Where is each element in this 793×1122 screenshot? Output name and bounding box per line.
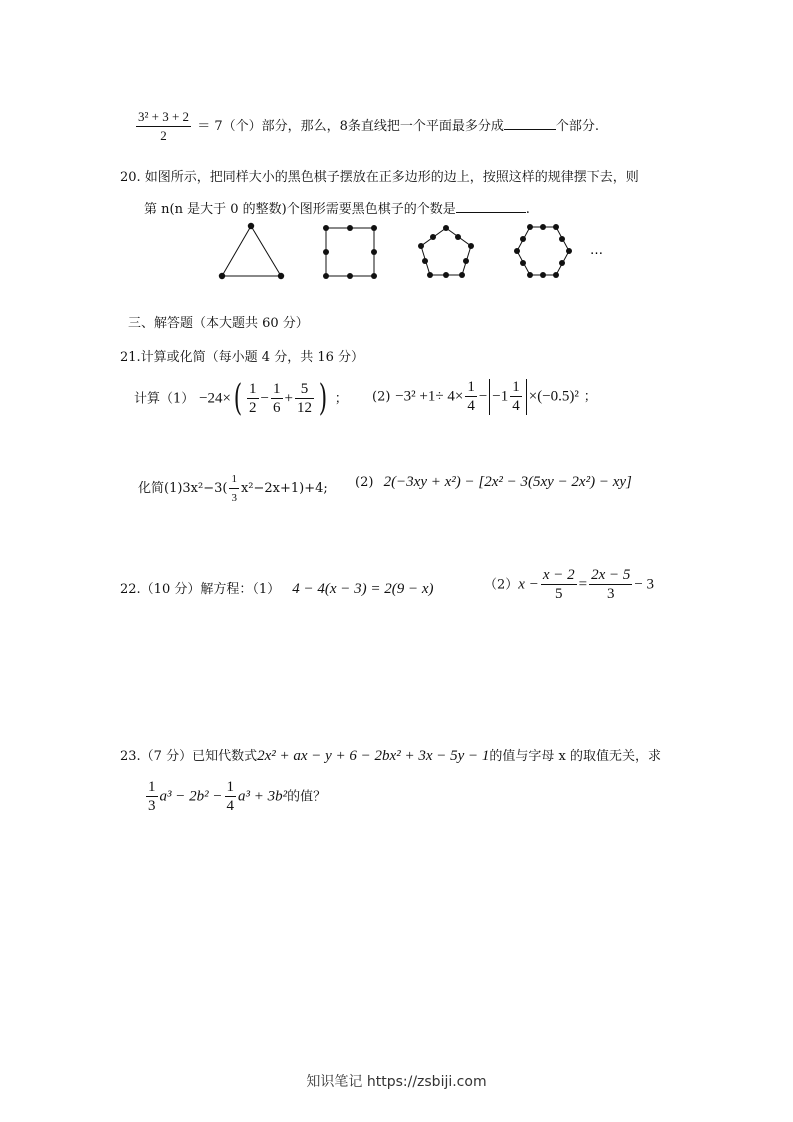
section-title: 三、解答题（本大题共 60 分） — [128, 316, 309, 331]
q22-eq2: （2）x − $\frac{x - 2}{5}$ = $\frac{2x - 5}{3}$ − 3 — [484, 567, 655, 602]
q19-fraction: $\frac{\text{3² + 3 + 2}}{2}$ — [138, 109, 190, 143]
pentagon-figure — [418, 225, 474, 278]
q23-line1: 23.（7 分）已知代数式2x² + ax − y + 6 − 2bx² + 3x − 5y − 1的值与字母 x 的取值无关，求 — [120, 748, 661, 764]
polygon-figures — [210, 218, 610, 288]
square-figure — [323, 225, 377, 279]
q23-line2: $\frac{1}{3}$ a³ − 2b² − $\frac{1}{4}$ a³ + 3b²的值？ — [148, 779, 327, 814]
q21-calc1: 计算（1） −24×( $\frac{1}{2}$ − $\frac{1}{6}$ + $\frac{5}{12}$ ) ； — [134, 378, 348, 419]
answer-blank — [504, 117, 556, 130]
q21-simp2: (2) 2(−3xy + x²) − [2x² − 3(5xy − 2x²) − xy] — [355, 474, 632, 490]
q21-simp1: 化简(1)3x²−3( $\frac{1}{3}$ x²−2x+1)+4; — [138, 470, 328, 507]
q20-line2: 第 n(n 是大于 0 的整数)个图形需要黑色棋子的个数是 . — [144, 202, 530, 217]
hexagon-figure — [514, 224, 572, 278]
footer-watermark: 知识笔记 https://zsbiji.com — [306, 1074, 487, 1090]
q21-title: 21.计算或化简（每小题 4 分，共 16 分） — [120, 350, 365, 365]
answer-blank — [456, 200, 526, 213]
q22-eq1: 22.（10 分）解方程：（1） 4 − 4(x − 3) = 2(9 − x) — [120, 581, 434, 597]
q21-calc2: (2) −3² +1÷ 4× $\frac{1}{4}$ − −1 $\frac{1}{4}$ ×(−0.5)² ； — [372, 379, 597, 414]
q20-line1: 20. 如图所示，把同样大小的黑色棋子摆放在正多边形的边上，按照这样的规律摆下去，则 — [120, 170, 639, 185]
ellipsis: … — [590, 243, 603, 258]
triangle-figure — [219, 223, 284, 279]
q19-tail: $\frac{\text{3² + 3 + 2}}{2}$ ＝ 7（个）部分，那么，8条直线把一个平面最多分成 个部分. — [138, 109, 600, 143]
